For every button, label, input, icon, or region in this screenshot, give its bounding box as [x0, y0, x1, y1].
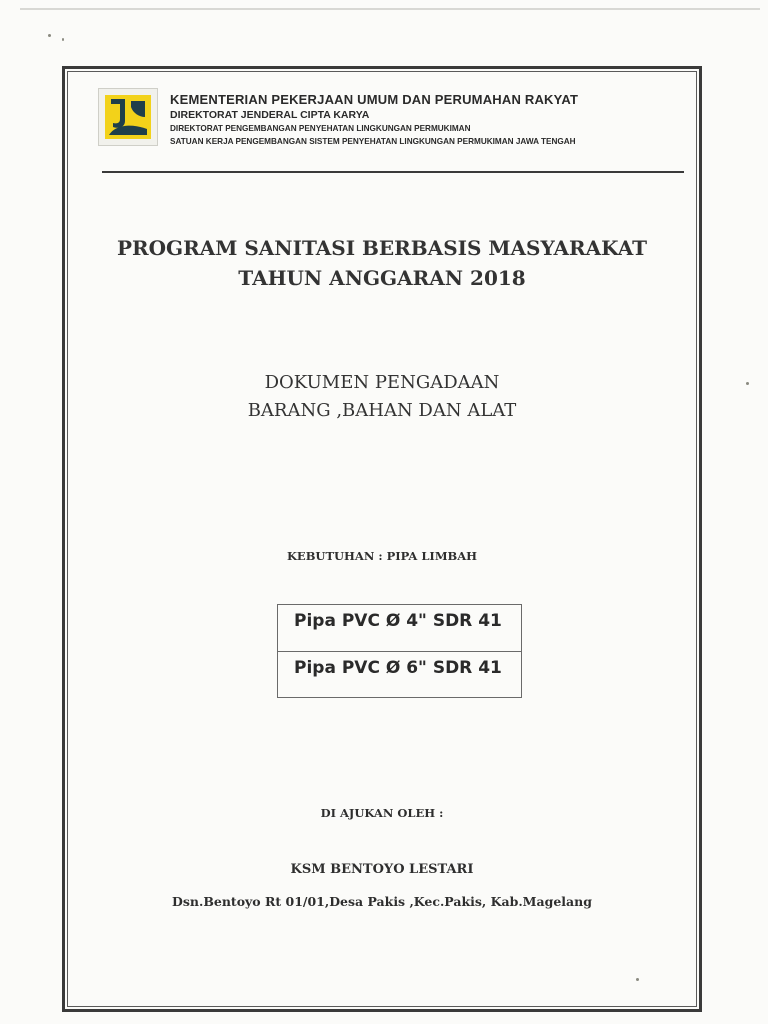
requirement-label: KEBUTUHAN : PIPA LIMBAH — [286, 549, 478, 563]
scan-top-edge — [20, 8, 760, 10]
scan-speck — [746, 382, 749, 385]
work-unit-name: SATUAN KERJA PENGEMBANGAN SISTEM PENYEHATAN LINGKUNGAN PERMUKIMAN JAWA TENGAH — [170, 137, 576, 146]
ministry-name: KEMENTERIAN PEKERJAAN UMUM DAN PERUMAHAN RAKYAT — [170, 92, 579, 107]
pipe-item: Pipa PVC Ø 6" SDR 41 — [278, 651, 521, 697]
submitter-name: KSM BENTOYO LESTARI — [290, 862, 474, 877]
document-subtitle: DOKUMEN PENGADAAN — [264, 372, 500, 393]
document-subtitle-scope: BARANG ,BAHAN DAN ALAT — [247, 400, 517, 421]
scan-speck — [48, 34, 51, 37]
document-title-year: TAHUN ANGGARAN 2018 — [238, 266, 526, 290]
header-divider — [102, 171, 684, 173]
scan-speck — [636, 978, 639, 981]
pipe-items-table — [277, 604, 522, 698]
directorate-general: DIREKTORAT JENDERAL CIPTA KARYA — [170, 109, 370, 121]
ministry-logo — [98, 88, 158, 146]
pipe-item: Pipa PVC Ø 4" SDR 41 — [294, 611, 502, 631]
ministry-logo-icon — [105, 95, 151, 139]
document-title: PROGRAM SANITASI BERBASIS MASYARAKAT — [116, 236, 648, 260]
scan-speck — [62, 38, 64, 41]
submitted-by-label: DI AJUKAN OLEH : — [320, 806, 444, 820]
submitter-address: Dsn.Bentoyo Rt 01/01,Desa Pakis ,Kec.Pakis, Kab.Magelang — [172, 894, 592, 909]
directorate-name: DIREKTORAT PENGEMBANGAN PENYEHATAN LINGKUNGAN PERMUKIMAN — [170, 124, 471, 133]
